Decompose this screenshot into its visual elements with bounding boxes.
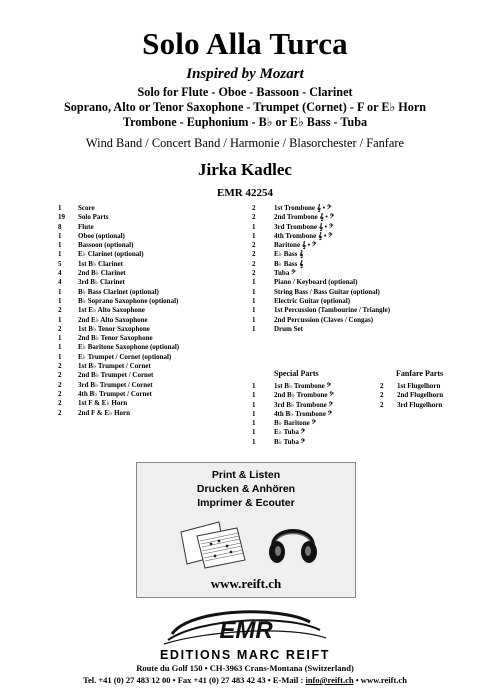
part-name: String Bass / Bass Guitar (optional) (274, 287, 380, 296)
part-name: 2nd B♭ Clarinet (78, 269, 126, 278)
part-quantity: 19 (58, 213, 65, 222)
fanfare-parts-list (380, 382, 443, 410)
part-name: Drum Set (274, 324, 303, 333)
part-row (58, 232, 179, 241)
logo-wordmark: EMR (219, 617, 273, 644)
part-row (58, 213, 179, 222)
part-row (58, 409, 179, 418)
part-quantity: 2 (252, 213, 256, 222)
part-quantity: 2 (252, 204, 256, 212)
part-name: B♭ Bass 𝄞 (274, 259, 304, 268)
part-name: Bassoon (optional) (78, 241, 134, 250)
catalog-number: EMR 42254 (217, 187, 273, 199)
part-quantity: 1 (58, 296, 62, 305)
part-name: 2nd B♭ Trumpet / Cornet (78, 371, 154, 380)
contact-email-link[interactable]: info@reift.ch (305, 675, 354, 685)
part-quantity: 4 (58, 269, 62, 278)
part-name: 1st Percussion (Tambourine / Triangle) (274, 306, 391, 315)
part-row (58, 316, 179, 325)
part-row (58, 325, 179, 334)
part-quantity: 1 (58, 334, 62, 343)
part-row (252, 250, 390, 259)
part-row (58, 306, 179, 315)
part-name: 3rd B♭ Trumpet / Cornet (78, 380, 153, 389)
part-quantity: 2 (58, 389, 62, 398)
part-quantity: 2 (58, 362, 62, 371)
part-row (58, 241, 179, 250)
part-quantity: 2 (252, 259, 256, 268)
part-name: 2nd B♭ Tenor Saxophone (78, 334, 153, 343)
part-row (252, 213, 390, 222)
part-quantity: 2 (58, 380, 62, 389)
part-row (58, 204, 179, 213)
part-row (58, 381, 179, 390)
part-quantity: 1 (58, 343, 62, 352)
part-name: 2nd E♭ Alto Saxophone (78, 315, 148, 324)
drucken-anhoren-label: Drucken & Anhören (196, 483, 296, 495)
parts-list-right (252, 204, 390, 334)
part-row (252, 260, 390, 269)
part-name: Solo Parts (78, 213, 109, 222)
part-row (58, 260, 179, 269)
part-row (58, 334, 179, 343)
part-quantity: 1 (252, 400, 256, 409)
part-quantity: 1 (252, 287, 256, 296)
publisher-name: EDITIONS MARC REIFT (160, 648, 330, 662)
part-quantity: 2 (380, 391, 384, 400)
part-row (380, 382, 443, 391)
part-quantity: 4 (58, 278, 62, 287)
part-quantity: 5 (58, 259, 62, 268)
part-quantity: 1 (252, 231, 256, 240)
part-row (252, 382, 334, 391)
part-row (252, 297, 390, 306)
part-name: 4th B♭ Trombone 𝄢 (274, 409, 333, 418)
part-name: 1st B♭ Trombone 𝄢 (274, 382, 332, 390)
website-url: www.reift.ch (210, 576, 282, 591)
part-quantity: 1 (252, 382, 256, 390)
part-row (252, 241, 390, 250)
part-quantity: 1 (252, 324, 256, 333)
part-quantity: 1 (58, 315, 62, 324)
part-quantity: 1 (252, 306, 256, 315)
special-parts-list (252, 382, 334, 447)
emr-logo (160, 604, 330, 648)
instrumentation-line-3: Trombone - Euphonium - B♭ or E♭ Bass - Tuba (122, 115, 368, 129)
part-name: 3rd Flugelhorn (397, 400, 443, 409)
special-parts-heading: Special Parts (274, 369, 319, 378)
part-row (58, 343, 179, 352)
part-name: Oboe (optional) (78, 231, 125, 240)
part-quantity: 8 (58, 222, 62, 231)
part-row (58, 297, 179, 306)
part-name: 1st B♭ Tenor Saxophone (78, 324, 150, 333)
print-listen-box (136, 462, 356, 598)
publisher-address: Route du Golf 150 • CH-3963 Crans-Montana (Switzerland) (136, 663, 354, 673)
part-name: E♭ Baritone Saxophone (optional) (78, 343, 180, 352)
part-name: E♭ Bass 𝄞 (274, 250, 304, 259)
part-row (58, 250, 179, 259)
part-name: B♭ Soprano Saxophone (optional) (78, 296, 179, 305)
part-row (58, 399, 179, 408)
part-name: 2nd Trombone 𝄞 • 𝄢 (274, 213, 335, 222)
part-name: Tuba 𝄢 (274, 269, 296, 278)
part-name: 3rd B♭ Clarinet (78, 278, 125, 287)
part-name: 1st B♭ Trumpet / Cornet (78, 362, 151, 371)
part-row (252, 288, 390, 297)
subtitle: Inspired by Mozart (186, 66, 304, 82)
instrumentation-line-1: Solo for Flute - Oboe - Bassoon - Clarinet (137, 85, 353, 99)
part-row (58, 371, 179, 380)
headphones-icon (265, 514, 321, 570)
part-name: 4th Trombone 𝄞 • 𝄢 (274, 231, 333, 240)
contact-website: • www.reift.ch (353, 675, 407, 685)
part-name: 3rd Trombone 𝄞 • 𝄢 (274, 222, 334, 231)
contact-phone-fax: Tel. +41 (0) 27 483 12 00 • Fax +41 (0) 27 483 42 43 • E-Mail : (83, 675, 306, 685)
part-quantity: 2 (380, 400, 384, 409)
part-quantity: 2 (252, 250, 256, 259)
part-name: 2nd B♭ Trombone 𝄢 (274, 391, 334, 400)
band-types: Wind Band / Concert Band / Harmonie / Blasorchester / Fanfare (85, 136, 405, 150)
part-quantity: 2 (58, 371, 62, 380)
part-row (252, 316, 390, 325)
parts-list-left (58, 204, 179, 418)
part-row (252, 401, 334, 410)
part-name: 1st F & E♭ Horn (78, 399, 128, 408)
part-quantity: 2 (58, 306, 62, 315)
page-title: Solo Alla Turca (142, 26, 348, 61)
part-quantity: 2 (252, 269, 256, 278)
part-quantity: 2 (380, 382, 384, 390)
part-row (58, 390, 179, 399)
part-row (58, 269, 179, 278)
part-quantity: 1 (252, 222, 256, 231)
part-row (252, 204, 390, 213)
part-row (252, 223, 390, 232)
part-name: E♭ Trumpet / Cornet (optional) (78, 352, 172, 361)
part-name: 1st Flugelhorn (397, 382, 441, 390)
part-row (252, 391, 334, 400)
part-quantity: 1 (58, 231, 62, 240)
part-row (252, 325, 390, 334)
part-quantity: 2 (252, 241, 256, 250)
part-quantity: 1 (252, 437, 256, 446)
part-name: 2nd Percussion (Claves / Congas) (274, 315, 374, 324)
part-row (380, 401, 443, 410)
part-quantity: 2 (58, 324, 62, 333)
part-quantity: 1 (58, 287, 62, 296)
part-name: E♭ Tuba 𝄢 (274, 428, 306, 437)
part-row (252, 278, 390, 287)
part-row (380, 391, 443, 400)
part-row (252, 269, 390, 278)
part-name: Piano / Keyboard (optional) (274, 278, 358, 287)
part-row (58, 362, 179, 371)
imprimer-ecouter-label: Imprimer & Ecouter (197, 497, 295, 509)
part-quantity: 1 (252, 409, 256, 418)
instrumentation-line-2: Soprano, Alto or Tenor Saxophone - Trumpet (Cornet) - F or E♭ Horn (63, 100, 427, 114)
part-name: Baritone 𝄞 • 𝄢 (274, 241, 317, 250)
part-quantity: 1 (58, 352, 62, 361)
part-quantity: 1 (58, 250, 62, 259)
part-row (252, 306, 390, 315)
part-quantity: 1 (252, 391, 256, 400)
part-row (252, 410, 334, 419)
part-row (252, 419, 334, 428)
part-quantity: 1 (58, 241, 62, 250)
part-quantity: 1 (252, 428, 256, 437)
part-name: 2nd Flugelhorn (397, 391, 444, 400)
part-name: 2nd F & E♭ Horn (78, 408, 131, 417)
part-quantity: 1 (58, 204, 62, 212)
part-row (252, 232, 390, 241)
print-listen-label: Print & Listen (211, 469, 281, 481)
part-row (58, 223, 179, 232)
part-name: B♭ Baritone 𝄢 (274, 419, 317, 428)
part-name: 1st B♭ Clarinet (78, 259, 123, 268)
composer-name: Jirka Kadlec (198, 160, 292, 179)
part-name: Electric Guitar (optional) (274, 296, 351, 305)
part-name: Score (78, 204, 95, 212)
part-name: B♭ Bass Clarinet (optional) (78, 287, 159, 296)
fanfare-parts-heading: Fanfare Parts (396, 369, 444, 378)
part-name: 3rd B♭ Trombone 𝄢 (274, 400, 333, 409)
part-row (252, 428, 334, 437)
part-name: B♭ Tuba 𝄢 (274, 437, 306, 446)
part-name: 4th B♭ Trumpet / Cornet (78, 389, 152, 398)
part-row (58, 353, 179, 362)
part-row (58, 288, 179, 297)
part-row (252, 438, 334, 447)
part-name: 1st Trombone 𝄞 • 𝄢 (274, 204, 332, 212)
part-quantity: 1 (252, 315, 256, 324)
sheet-music-icon (175, 518, 255, 570)
part-quantity: 1 (252, 296, 256, 305)
part-quantity: 2 (58, 408, 62, 417)
part-quantity: 2 (58, 399, 62, 408)
part-name: Flute (78, 222, 94, 231)
part-quantity: 1 (252, 419, 256, 428)
part-row (58, 278, 179, 287)
publisher-contact (0, 675, 490, 685)
part-quantity: 1 (252, 278, 256, 287)
part-name: 1st E♭ Alto Saxophone (78, 306, 145, 315)
part-name: E♭ Clarinet (optional) (78, 250, 144, 259)
